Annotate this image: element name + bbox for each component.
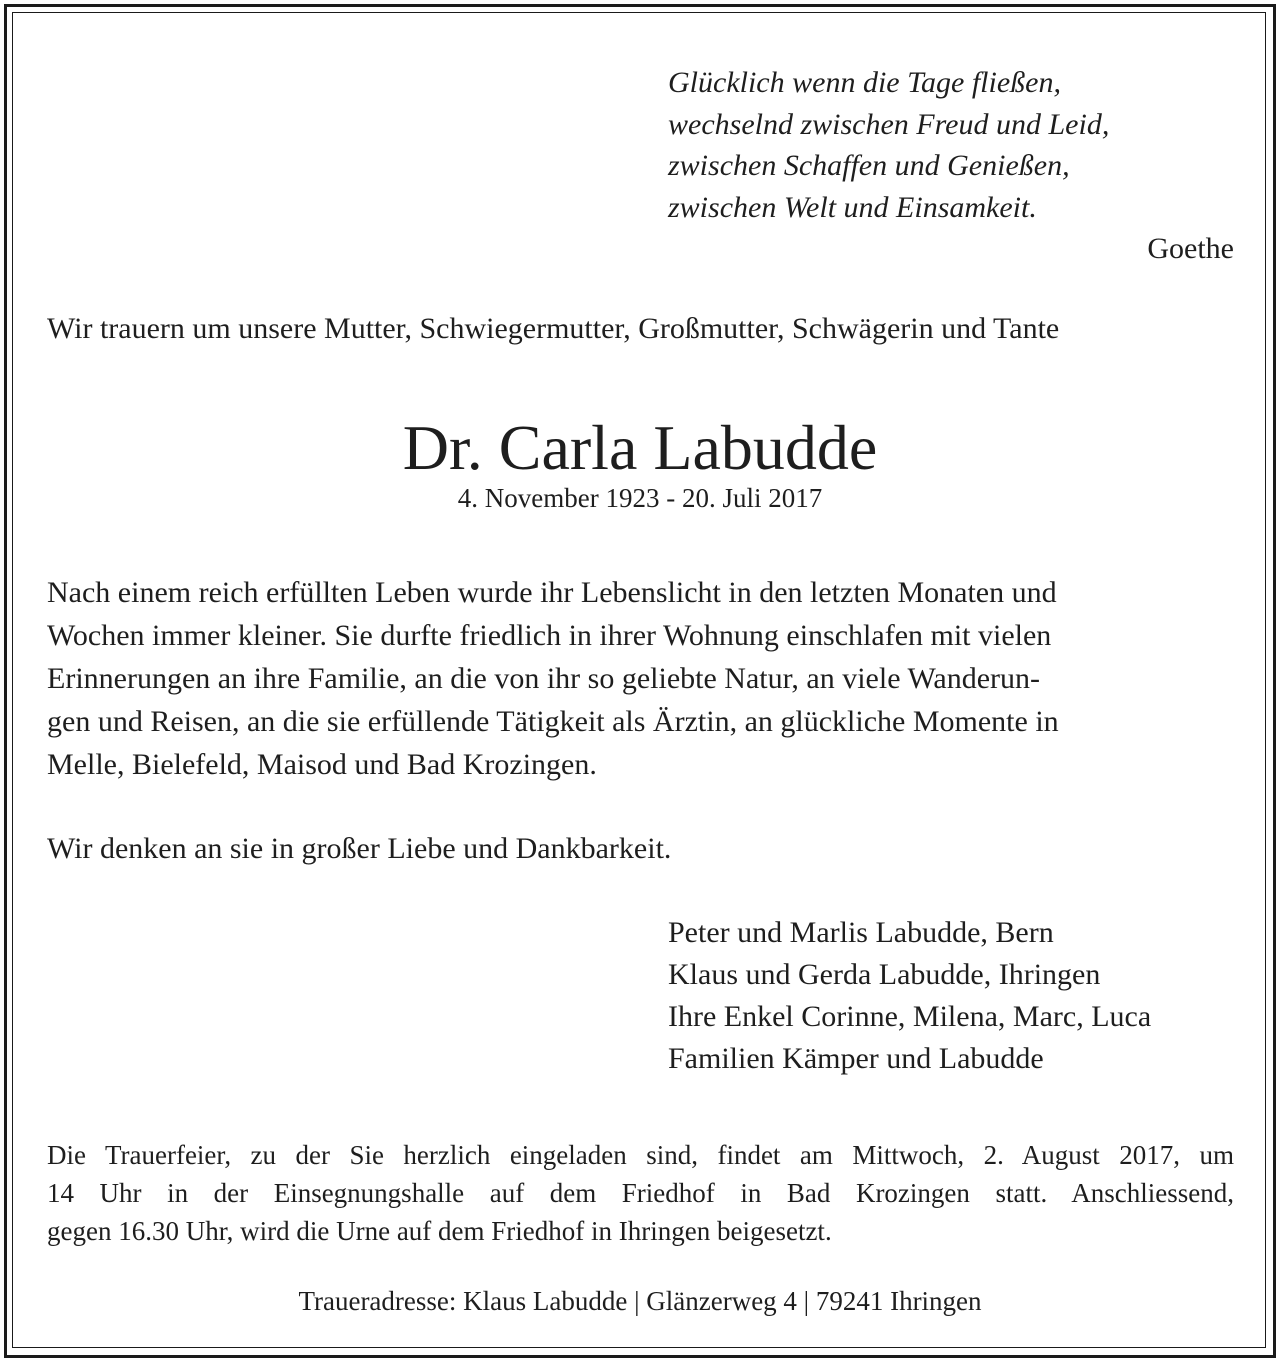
deceased-name: Dr. Carla Labudde: [402, 412, 878, 483]
ceremony-line: 14 Uhr in der Einsegnungshalle auf dem Friedhof in Bad Krozingen statt. Anschliessend,: [47, 1178, 1234, 1208]
mourning-intro: Wir trauern um unsere Mutter, Schwiegermutter, Großmutter, Schwägerin und Tante: [47, 312, 1060, 345]
ceremony-info: [47, 1136, 1234, 1250]
signature-line: Ihre Enkel Corinne, Milena, Marc, Luca: [668, 1000, 1152, 1033]
closing-line: Wir denken an sie in großer Liebe und Dankbarkeit.: [47, 832, 672, 865]
signatures: [668, 912, 1248, 1080]
mourning-address: Traueradresse: Klaus Labudde | Glänzerweg 4 | 79241 Ihringen: [298, 1286, 982, 1316]
poem-line: zwischen Schaffen und Genießen,: [668, 149, 1070, 182]
poem-quote: [668, 62, 1234, 228]
signature-line: Familien Kämper und Labudde: [668, 1042, 1044, 1075]
poem-line: wechselnd zwischen Freud und Leid,: [668, 107, 1110, 141]
poem-line: Glücklich wenn die Tage fließen,: [668, 66, 1061, 99]
signature-line: Peter und Marlis Labudde, Bern: [668, 916, 1054, 949]
ceremony-line: gegen 16.30 Uhr, wird die Urne auf dem Friedhof in Ihringen beigesetzt.: [47, 1216, 832, 1246]
body-line: Wochen immer kleiner. Sie durfte friedlich in ihrer Wohnung einschlafen mit vielen: [47, 619, 1052, 652]
signature-line: Klaus und Gerda Labudde, Ihringen: [668, 958, 1101, 991]
body-line: Melle, Bielefeld, Maisod und Bad Krozingen.: [47, 748, 597, 781]
body-line: Nach einem reich erfüllten Leben wurde ihr Lebenslicht in den letzten Monaten und: [47, 576, 1057, 609]
ceremony-line: Die Trauerfeier, zu der Sie herzlich eingeladen sind, findet am Mittwoch, 2. August 2017, um: [47, 1140, 1234, 1170]
life-dates: 4. November 1923 - 20. Juli 2017: [457, 483, 823, 513]
body-line: gen und Reisen, an die sie erfüllende Tätigkeit als Ärztin, an glückliche Momente in: [47, 705, 1059, 738]
poem-line: zwischen Welt und Einsamkeit.: [668, 190, 1037, 224]
body-line: Erinnerungen an ihre Familie, an die von ihr so geliebte Natur, an viele Wanderun-: [47, 662, 1041, 695]
obituary-body: [47, 571, 1223, 786]
poem-author: Goethe: [1147, 232, 1234, 265]
